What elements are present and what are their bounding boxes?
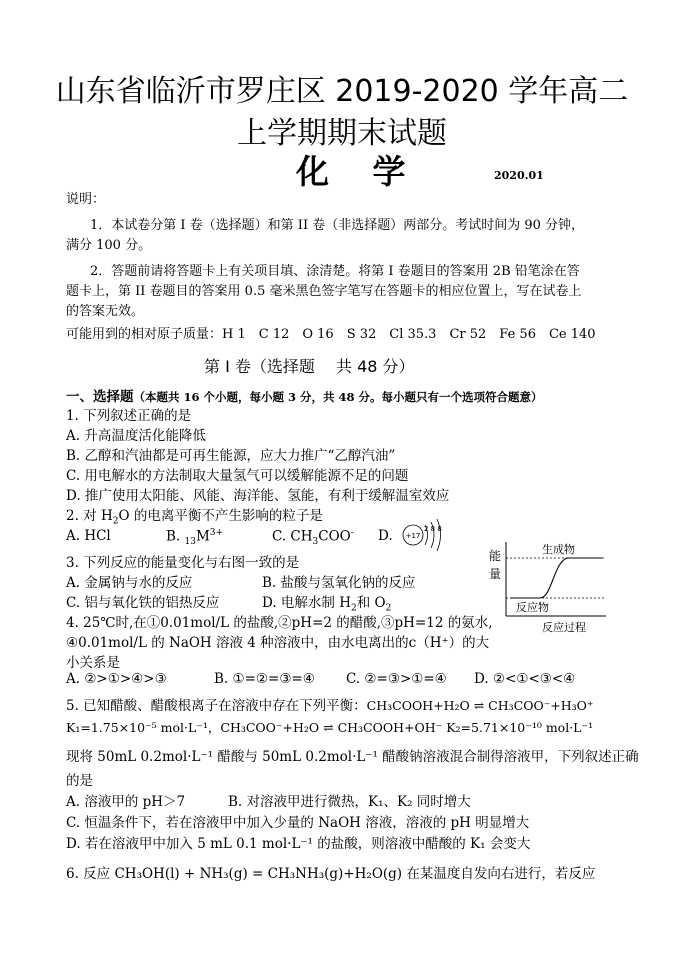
q2-b-pre: B. [166, 528, 185, 545]
section-title: 一、选择题 [66, 389, 134, 405]
q2-b-sub: 13 [184, 537, 196, 548]
atom-shell-electrons: 2 8 8 [424, 525, 442, 533]
q3-d-sub2: 2 [385, 603, 392, 614]
reactant-label: 反应物 [516, 601, 549, 614]
q5-line1 [66, 694, 594, 714]
subject-title: 化 学 [296, 152, 422, 191]
q2-option-c [272, 528, 354, 547]
instruction-2-line2: 题卡上，第 II 卷题目的答案用 0.5 毫米黑色签字笔写在答题卡的相应位置上，写在试卷上 [66, 284, 582, 299]
q4-option-c: C. ②=③>①=④ [346, 671, 447, 687]
q2-option-b [166, 528, 223, 547]
q1-option-a: A. 升高温度活化能降低 [66, 428, 206, 444]
q5-line1-pre: 5. 已知醋酸、醋酸根离子在溶液中存在下列平衡： [66, 698, 367, 714]
q2-stem [66, 504, 323, 527]
q4-option-d: D. ②<①<③<④ [474, 671, 576, 687]
instruction-1-line2: 满分 100 分。 [66, 238, 152, 253]
q2-b-mid: M [195, 528, 210, 545]
q3-d-mid: 和 O [356, 595, 386, 611]
section-title-row [66, 385, 543, 405]
q2-c-sub: 3 [312, 537, 319, 548]
exam-title-line2: 上学期期末试题 [237, 116, 447, 151]
instructions-label: 说明： [66, 192, 106, 207]
atom-structure-diagram [400, 517, 450, 553]
energy-curve [510, 558, 602, 598]
q2-c-pre: C. CH [272, 528, 313, 545]
q1-option-b: B. 乙醇和汽油都是可再生能源，应大力推广“乙醇汽油” [66, 448, 396, 464]
q2-option-d: D. [378, 528, 393, 544]
section-note: （本题共 16 个小题，每小题 3 分，共 48 分。每小题只有一个选项符合题意） [133, 390, 543, 404]
diagram-x-label: 反应过程 [542, 621, 586, 634]
atom-nucleus-label: +17 [405, 532, 421, 540]
instruction-1-line1: 1．本试卷分第 I 卷（选择题）和第 II 卷（非选择题）两部分。考试时间为 90 分钟， [90, 218, 585, 233]
q5-line3: 现将 50mL 0.2mol·L⁻¹ 醋酸与 50mL 0.2mol·L⁻¹ 醋酸钠溶液混合制得溶液甲，下列叙述正确 [66, 749, 639, 765]
q1-option-d: D. 推广使用太阳能、风能、海洋能、氢能，有利于缓解温室效应 [66, 488, 450, 504]
q1-option-c: C. 用电解水的方法制取大量氢气可以缓解能源不足的问题 [66, 468, 409, 484]
q4-option-b: B. ①=②=③=④ [214, 671, 315, 687]
q2-b-sup: 3+ [209, 528, 224, 538]
q2-stem-post: O 的电离平衡不产生影响的粒子是 [118, 508, 323, 524]
instruction-2-line3: 的答案无效。 [66, 304, 145, 319]
q4-line1: 4. 25℃时,在①0.01mol/L 的盐酸,②pH=2 的醋酸,③pH=12 的氨水, [66, 615, 493, 631]
q3-stem: 3. 下列反应的能量变化与右图一致的是 [66, 555, 300, 571]
q2-c-mid: COO [318, 528, 351, 545]
q5-option-c: C. 恒温条件下，若在溶液甲中加入少量的 NaOH 溶液，溶液的 pH 明显增大 [66, 815, 530, 831]
q5-option-d: D. 若在溶液甲中加入 5 mL 0.1 mol·L⁻¹ 的盐酸，则溶液中醋酸的 K₁ 会变大 [66, 836, 531, 852]
q2-stem-sub: 2 [112, 516, 119, 527]
q1-stem: 1. 下列叙述正确的是 [66, 408, 192, 424]
q2-option-a: A. HCl [66, 528, 111, 544]
q2-stem-pre: 2. 对 H [66, 508, 113, 524]
q5-line2: K₁=1.75×10⁻⁵ mol·L⁻¹，CH₃COO⁻+H₂O ⇌ CH₃COOH+OH⁻ K₂=5.71×10⁻¹⁰ mol·L⁻¹ [66, 720, 594, 735]
q3-option-b: B. 盐酸与氢氧化钠的反应 [262, 575, 416, 591]
instruction-2-line1: 2．答题前请将答题卡上有关项目填、涂清楚。将第 I 卷题目的答案用 2B 铅笔涂在答 [90, 264, 580, 279]
q5-line4: 的是 [66, 773, 93, 789]
q6-line1: 6. 反应 CH₃OH(l) + NH₃(g) = CH₃NH₃(g)+H₂O(g) 在某温度自发向右进行，若反应 [66, 866, 596, 882]
q4-line2: ④0.01mol/L 的 NaOH 溶液 4 种溶液中，由水电离出的c（H⁺）的大 [66, 635, 490, 651]
q3-option-a: A. 金属钠与水的反应 [66, 575, 193, 591]
atom-shell-3 [437, 519, 441, 551]
exam-date: 2020.01 [494, 169, 544, 182]
q3-option-c: C. 铝与氧化铁的铝热反应 [66, 595, 220, 611]
q3-d-sub1: 2 [351, 603, 357, 614]
q4-option-a: A. ②>①>④>③ [66, 671, 167, 687]
exam-title-line1: 山东省临沂市罗庄区 2019-2020 学年高二 [55, 74, 629, 109]
q4-line3: 小关系是 [66, 655, 120, 671]
q5-equilibrium-1: CH₃COOH+H₂O ⇌ CH₃COO⁻+H₃O⁺ [366, 698, 594, 713]
diagram-y-label-2: 量 [489, 567, 502, 581]
q3-d-pre: D. 电解水制 H [262, 595, 351, 611]
energy-profile-diagram [484, 538, 614, 638]
q5-option-b: B. 对溶液甲进行微热，K₁、K₂ 同时增大 [228, 794, 471, 810]
diagram-y-label-1: 能 [489, 549, 502, 563]
q5-option-a: A. 溶液甲的 pH＞7 [66, 794, 186, 810]
product-label: 生成物 [542, 543, 575, 556]
q2-c-sup: - [350, 528, 354, 538]
part1-heading: 第 I 卷（选择题 共 48 分） [204, 357, 415, 376]
atomic-masses: 可能用到的相对原子质量：H 1 C 12 O 16 S 32 Cl 35.3 Cr 52 Fe 56 Ce 140 [66, 327, 596, 342]
